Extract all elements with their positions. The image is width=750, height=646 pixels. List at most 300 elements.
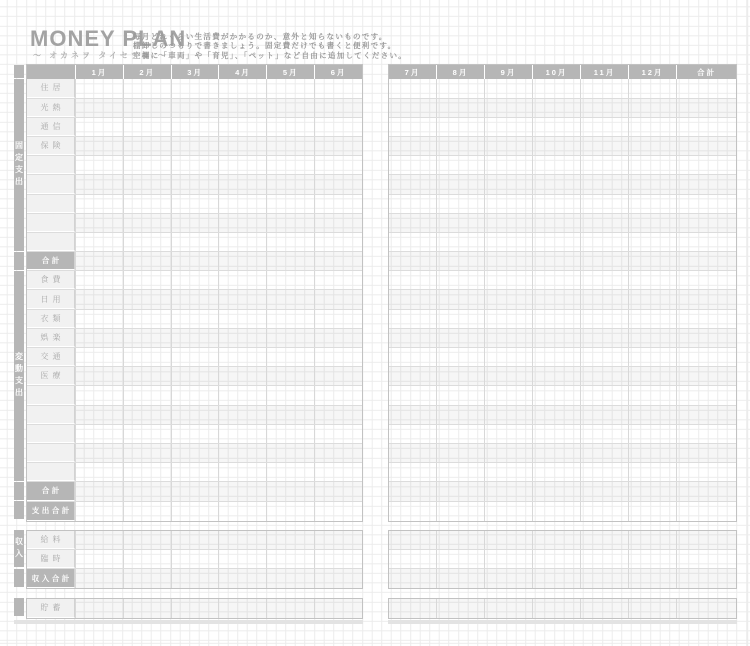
month-header: 1月 [75,65,123,79]
data-cell [314,386,362,404]
data-cell [484,367,532,385]
table-row [27,502,362,521]
data-cell [628,463,676,481]
table-row [389,252,736,271]
table-row [389,444,736,463]
data-cell [218,252,266,270]
row-label: 食費 [27,271,75,289]
data-cell [75,367,123,385]
table-row [27,444,362,463]
data-cell [580,99,628,117]
data-cell [75,271,123,289]
data-cell [580,425,628,443]
data-cell [676,348,736,366]
data-cell [628,329,676,347]
data-cell [676,531,736,549]
table-row [27,550,362,569]
data-cell [436,233,484,251]
data-cell [75,252,123,270]
data-cell [676,502,736,521]
data-cell [484,348,532,366]
data-cell [389,252,436,270]
table-row [389,599,736,618]
table-row [389,569,736,588]
data-cell [580,79,628,97]
data-cell [436,329,484,347]
data-cell [676,310,736,328]
table-row [27,252,362,271]
table-row [27,569,362,588]
row-label [27,156,75,174]
data-cell [676,271,736,289]
data-cell [266,99,314,117]
data-cell [389,348,436,366]
data-cell [580,214,628,232]
page-subtitle: 〜 オカネヲ タイセツニ 〜 [33,51,169,60]
sidebar-variable-expenses: 変動支出 [14,271,24,481]
data-cell [436,195,484,213]
table-row [27,367,362,386]
data-cell [314,348,362,366]
data-cell [532,175,580,193]
table-row [27,463,362,482]
data-cell [75,425,123,443]
table-row [389,367,736,386]
data-cell [218,569,266,588]
data-cell [580,329,628,347]
row-label: 娯楽 [27,329,75,347]
data-cell [676,156,736,174]
data-cell [75,444,123,462]
total-row-label: 支出合計 [27,502,75,521]
data-cell [218,310,266,328]
data-cell [123,367,171,385]
data-cell [532,99,580,117]
data-cell [676,482,736,500]
data-cell [532,118,580,136]
data-cell [218,99,266,117]
data-cell [580,386,628,404]
table-row [389,271,736,290]
sidebar-fixed-expenses: 固定支出 [14,79,24,251]
table-row [389,99,736,118]
data-cell [628,137,676,155]
table-row [27,406,362,425]
data-cell [436,271,484,289]
data-cell [676,214,736,232]
data-cell [123,175,171,193]
data-cell [218,214,266,232]
data-cell [75,502,123,521]
data-cell [389,406,436,424]
data-cell [484,550,532,568]
data-cell [218,463,266,481]
data-cell [266,252,314,270]
data-cell [75,214,123,232]
data-cell [580,531,628,549]
data-cell [532,195,580,213]
data-cell [436,348,484,366]
data-cell [171,599,219,618]
data-cell [628,118,676,136]
data-cell [266,550,314,568]
table-row [389,79,736,98]
sidebar-spacer-square [14,65,24,78]
data-cell [389,599,436,618]
data-cell [676,118,736,136]
table-row [389,531,736,550]
data-cell [484,310,532,328]
data-cell [389,463,436,481]
data-cell [266,137,314,155]
data-cell [171,310,219,328]
data-cell [484,502,532,521]
table-row [27,214,362,233]
data-cell [580,137,628,155]
data-cell [218,79,266,97]
data-cell [171,99,219,117]
month-header: 10月 [532,65,580,79]
month-header: 6月 [314,65,362,79]
data-cell [314,310,362,328]
data-cell [266,348,314,366]
data-cell [75,310,123,328]
data-cell [532,406,580,424]
month-header: 2月 [123,65,171,79]
data-cell [532,531,580,549]
data-cell [266,214,314,232]
data-cell [484,137,532,155]
data-cell [436,367,484,385]
total-row-label: 収入合計 [27,569,75,588]
data-cell [389,310,436,328]
data-cell [484,406,532,424]
row-label [27,406,75,424]
data-cell [580,118,628,136]
data-cell [266,271,314,289]
data-cell [580,367,628,385]
data-cell [75,386,123,404]
row-label: 光熱 [27,99,75,117]
data-cell [484,569,532,588]
description-line: 棚卸しのつもりで書きましょう。固定費だけでも書くと便利です。 [133,41,397,51]
data-cell [314,195,362,213]
data-cell [171,502,219,521]
data-cell [628,531,676,549]
data-cell [171,569,219,588]
data-cell [266,310,314,328]
data-cell [484,329,532,347]
data-cell [75,569,123,588]
data-cell [171,550,219,568]
table-row [27,386,362,405]
table-row [27,599,362,618]
data-cell [628,195,676,213]
data-cell [484,444,532,462]
data-cell [266,406,314,424]
data-cell [314,233,362,251]
data-cell [75,406,123,424]
data-cell [171,271,219,289]
header-row [27,65,362,79]
data-cell [171,175,219,193]
data-cell [123,118,171,136]
data-cell [218,137,266,155]
data-cell [628,252,676,270]
data-cell [628,233,676,251]
data-cell [75,531,123,549]
data-cell [628,386,676,404]
data-cell [580,310,628,328]
data-cell [676,569,736,588]
data-cell [123,425,171,443]
table-row [27,531,362,550]
data-cell [123,550,171,568]
data-cell [676,463,736,481]
data-cell [532,156,580,174]
data-cell [171,290,219,308]
data-cell [389,290,436,308]
table-row [389,233,736,252]
data-cell [171,79,219,97]
data-cell [389,444,436,462]
data-cell [389,118,436,136]
data-cell [266,233,314,251]
data-cell [389,233,436,251]
savings-label: 貯蓄 [27,599,75,618]
table-row [27,99,362,118]
data-cell [389,531,436,549]
table-row [27,137,362,156]
data-cell [389,329,436,347]
row-label [27,214,75,232]
table-row [27,79,362,98]
data-cell [75,137,123,155]
data-cell [628,175,676,193]
table-row [389,214,736,233]
data-cell [314,137,362,155]
table-row [27,290,362,309]
data-cell [532,137,580,155]
data-cell [628,482,676,500]
data-cell [532,310,580,328]
table-row [389,550,736,569]
data-cell [436,569,484,588]
data-cell [75,195,123,213]
data-cell [171,329,219,347]
data-cell [314,252,362,270]
data-cell [484,214,532,232]
data-cell [123,271,171,289]
page-title: MONEY PLAN [30,26,187,51]
data-cell [123,310,171,328]
data-cell [75,550,123,568]
table-row [27,175,362,194]
data-cell [171,214,219,232]
data-cell [123,386,171,404]
table-row [27,310,362,329]
data-cell [123,569,171,588]
data-cell [484,79,532,97]
data-cell [580,175,628,193]
data-cell [389,271,436,289]
month-header: 4月 [218,65,266,79]
data-cell [123,79,171,97]
savings-row-left [26,598,363,619]
sidebar-spacer-square [14,569,24,587]
data-cell [171,195,219,213]
data-cell [580,252,628,270]
income-table-left [26,530,363,590]
data-cell [484,175,532,193]
data-cell [266,502,314,521]
description [133,32,407,60]
data-cell [266,482,314,500]
total-column-header: 合計 [676,65,736,79]
data-cell [218,195,266,213]
data-cell [580,444,628,462]
total-row-label: 合計 [27,482,75,500]
data-cell [676,99,736,117]
data-cell [436,290,484,308]
data-cell [218,290,266,308]
data-cell [314,214,362,232]
data-cell [628,348,676,366]
data-cell [389,569,436,588]
data-cell [676,252,736,270]
data-cell [314,531,362,549]
sidebar-income: 収入 [14,530,24,567]
row-label [27,195,75,213]
data-cell [266,290,314,308]
data-cell [484,290,532,308]
data-cell [75,482,123,500]
data-cell [436,502,484,521]
table-row [27,233,362,252]
data-cell [75,233,123,251]
data-cell [580,550,628,568]
data-cell [123,348,171,366]
row-label: 保険 [27,137,75,155]
data-cell [628,425,676,443]
data-cell [218,482,266,500]
data-cell [484,118,532,136]
data-cell [389,79,436,97]
table-row [389,118,736,137]
data-cell [436,137,484,155]
data-cell [218,329,266,347]
row-label: 日用 [27,290,75,308]
data-cell [532,348,580,366]
data-cell [266,329,314,347]
data-cell [436,99,484,117]
row-label: 通信 [27,118,75,136]
data-cell [314,329,362,347]
data-cell [532,233,580,251]
data-cell [314,550,362,568]
table-row [389,156,736,175]
data-cell [676,406,736,424]
data-cell [580,195,628,213]
table-row [27,156,362,175]
data-cell [532,367,580,385]
data-cell [75,348,123,366]
table-row [27,482,362,501]
data-cell [580,463,628,481]
data-cell [123,444,171,462]
table-row [389,175,736,194]
data-cell [628,79,676,97]
data-cell [484,463,532,481]
data-cell [218,156,266,174]
data-cell [314,367,362,385]
data-cell [484,482,532,500]
data-cell [171,386,219,404]
month-header: 9月 [484,65,532,79]
table-row [389,348,736,367]
data-cell [123,531,171,549]
data-cell [580,290,628,308]
data-cell [532,386,580,404]
data-cell [314,599,362,618]
data-cell [123,482,171,500]
expenses-table-left [26,64,363,522]
table-row [389,290,736,309]
row-label [27,463,75,481]
data-cell [218,550,266,568]
description-line: 毎月どれくらい生活費がかかるのか、意外と知らないものです。 [133,32,388,41]
row-label [27,444,75,462]
data-cell [436,214,484,232]
data-cell [266,79,314,97]
data-cell [314,425,362,443]
data-cell [171,482,219,500]
data-cell [532,271,580,289]
data-cell [436,79,484,97]
table-row [389,406,736,425]
data-cell [218,118,266,136]
data-cell [580,502,628,521]
month-header: 7月 [389,65,436,79]
month-header: 8月 [436,65,484,79]
data-cell [266,531,314,549]
data-cell [389,425,436,443]
data-cell [171,425,219,443]
data-cell [171,406,219,424]
data-cell [484,99,532,117]
data-cell [266,444,314,462]
data-cell [436,550,484,568]
page-bottom-edge [14,620,363,624]
sidebar-spacer-square [14,501,24,519]
row-label: 給料 [27,531,75,549]
expenses-table-right [388,64,737,522]
data-cell [436,310,484,328]
data-cell [484,252,532,270]
data-cell [484,233,532,251]
month-header: 3月 [171,65,219,79]
table-row [389,137,736,156]
data-cell [580,569,628,588]
income-table-right [388,530,737,590]
data-cell [628,406,676,424]
data-cell [218,233,266,251]
table-row [27,271,362,290]
data-cell [314,482,362,500]
data-cell [75,175,123,193]
row-label: 衣類 [27,310,75,328]
data-cell [436,425,484,443]
